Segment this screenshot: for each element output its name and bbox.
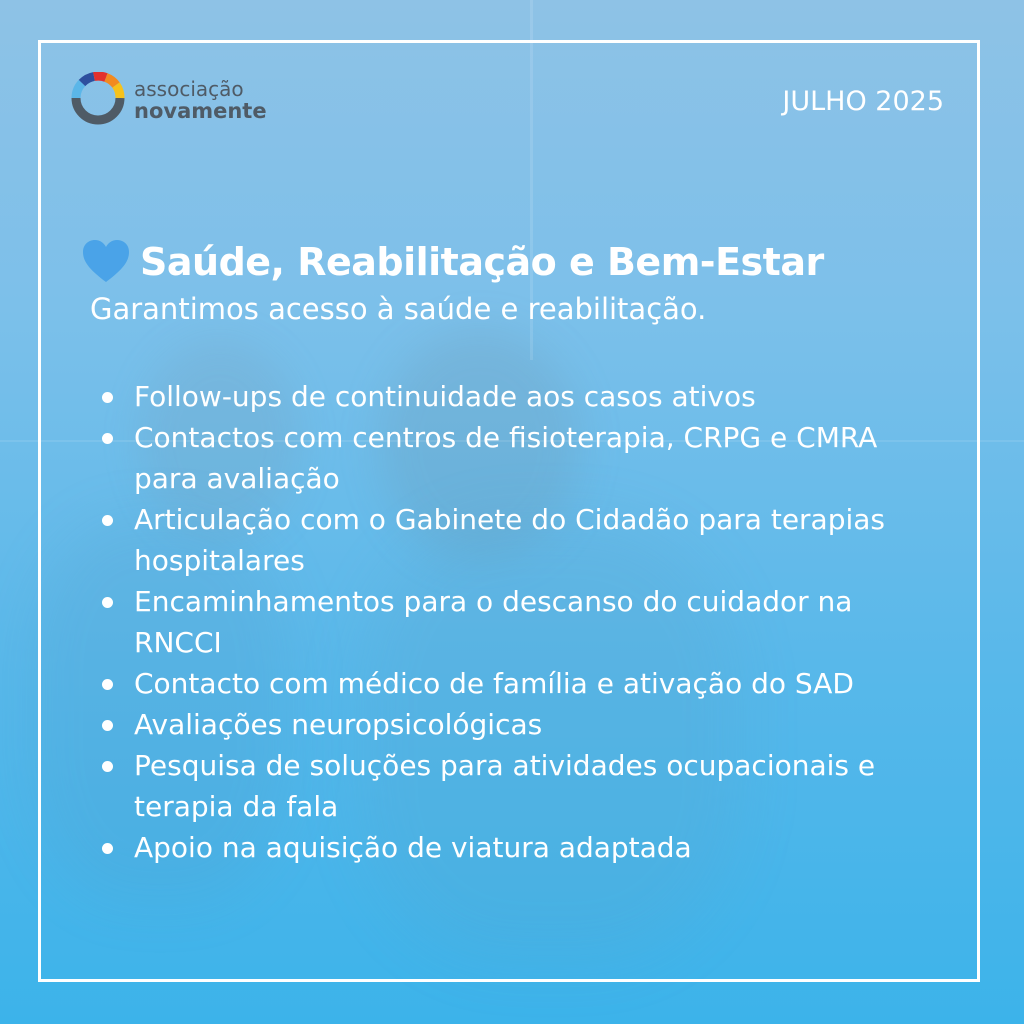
bullet-icon	[102, 761, 113, 772]
list-item	[96, 499, 936, 581]
list-item-text: Articulação com o Gabinete do Cidadão para terapias hospitalares	[134, 503, 886, 577]
logo-line-novamente: novamente	[134, 99, 267, 123]
list-item-text: Encaminhamentos para o descanso do cuidador na RNCCI	[134, 585, 853, 659]
date-label: JULHO 2025	[782, 86, 944, 117]
list-item	[96, 827, 936, 868]
services-list	[96, 376, 936, 868]
logo-ring-icon	[70, 72, 126, 132]
list-item	[96, 704, 936, 745]
logo-line-associacao: associação	[134, 77, 244, 101]
bullet-icon	[102, 515, 113, 526]
bullet-icon	[102, 679, 113, 690]
logo-text	[134, 78, 267, 122]
list-item-text: Contactos com centros de fisioterapia, CRPG e CMRA para avaliação	[134, 421, 878, 495]
list-item-text: Contacto com médico de família e ativação do SAD	[134, 667, 854, 700]
page-title: Saúde, Reabilitação e Bem-Estar	[140, 240, 824, 284]
bullet-icon	[102, 720, 113, 731]
bullet-icon	[102, 843, 113, 854]
bullet-icon	[102, 597, 113, 608]
list-item	[96, 417, 936, 499]
bullet-icon	[102, 392, 113, 403]
list-item	[96, 376, 936, 417]
section-heading	[80, 236, 824, 288]
bullet-icon	[102, 433, 113, 444]
list-item	[96, 663, 936, 704]
logo	[70, 72, 290, 132]
list-item-text: Follow-ups de continuidade aos casos ativos	[134, 380, 756, 413]
list-item-text: Pesquisa de soluções para atividades ocupacionais e terapia da fala	[134, 749, 876, 823]
list-item-text: Avaliações neuropsicológicas	[134, 708, 543, 741]
page-subtitle: Garantimos acesso à saúde e reabilitação.	[90, 292, 707, 326]
list-item	[96, 745, 936, 827]
list-item-text: Apoio na aquisição de viatura adaptada	[134, 831, 692, 864]
blue-heart-icon	[80, 236, 132, 288]
list-item	[96, 581, 936, 663]
